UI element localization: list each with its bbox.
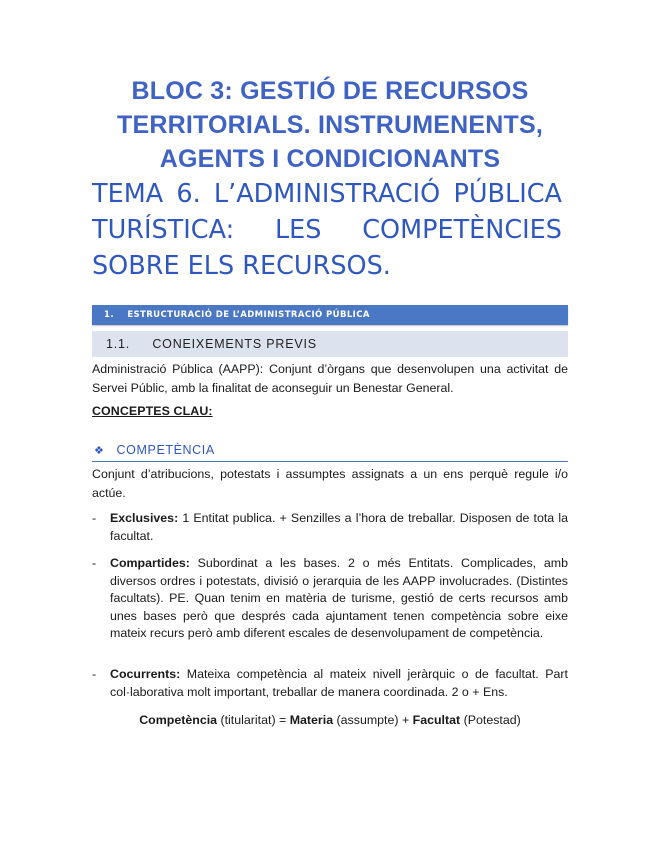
list-item-text: Subordinat a les bases. 2 o més Entitats. Complicades, amb diversos ordres i potestats, divisió o jerarquia de les AAPP involucrades. (Distintes facultats). PE. Quan tenim en matèria de turisme, gestió de certs recursos amb unes bases però que després cada ajuntament tenen competència sobre eixe mateix recurs però amb diferent escales de desenvolupament de competència. — [110, 556, 568, 640]
list-dash: - — [92, 511, 97, 525]
tema-title: TEMA 6. L’ADMINISTRACIÓ PÚBLICA TURÍSTICA: LES COMPETÈNCIES SOBRE ELS RECURSOS. — [92, 179, 562, 281]
list-item-text: Mateixa competència al mateix nivell jeràrquic o de facultat. Part col·laborativa molt important, treballar de manera coordinada. 2 o + Ens. — [110, 667, 568, 699]
competencia-definition: Conjunt d’atribucions, potestats i assumptes assignats a un ens perquè regule i/o actúe. — [92, 467, 568, 500]
section-1-1-label: CONEIXEMENTS PREVIS — [152, 337, 317, 351]
diamond-bullet-icon: ❖ — [94, 445, 105, 457]
bloc-title-line3: AGENTS I CONDICIONANTS — [159, 145, 501, 173]
list-dash: - — [92, 667, 97, 681]
list-item-body — [110, 555, 568, 643]
list-item-term: Cocurrents: — [110, 667, 181, 681]
bloc-title — [92, 74, 568, 176]
list-item-term: Exclusives: — [110, 511, 179, 525]
section-1-1-heading — [92, 331, 568, 357]
competencia-formula — [92, 711, 568, 729]
bloc-title-line2: TERRITORIALS. INSTRUMENENTS, — [117, 111, 543, 139]
list-item-body — [110, 510, 568, 545]
formula-note-3: (Potestad) — [460, 713, 521, 727]
bloc-title-line1: BLOC 3: GESTIÓ DE RECURSOS — [131, 77, 529, 105]
concepts-heading: CONCEPTES CLAU: — [92, 404, 213, 418]
section-1-1-number: 1.1. — [106, 337, 131, 351]
formula-term-competencia: Competència — [139, 713, 218, 727]
section-1-label: ESTRUCTURACIÓ DE L’ADMINISTRACIÓ PÚBLICA — [127, 310, 370, 320]
intro-paragraph: Administració Pública (AAPP): Conjunt d’òrgans que desenvolupen una activitat de Servei Públic, amb la finalitat de aconseguir un Benestar General. — [92, 362, 568, 395]
formula-note-1: (titularitat) = — [217, 713, 290, 727]
formula-term-facultat: Facultat — [412, 713, 461, 727]
section-1-heading — [92, 305, 568, 325]
competencia-heading-label: COMPETÈNCIA — [116, 443, 215, 457]
section-1-number: 1. — [104, 310, 114, 320]
list-dash: - — [92, 556, 97, 570]
formula-term-materia: Materia — [289, 713, 334, 727]
list-item-term: Compartides: — [110, 556, 190, 570]
formula-note-2: (assumpte) + — [333, 713, 413, 727]
list-item-text: 1 Entitat publica. + Senzilles a l’hora de treballar. Disposen de tota la facultat. — [110, 511, 568, 543]
competencia-heading — [92, 441, 568, 462]
list-item-body — [110, 666, 568, 701]
